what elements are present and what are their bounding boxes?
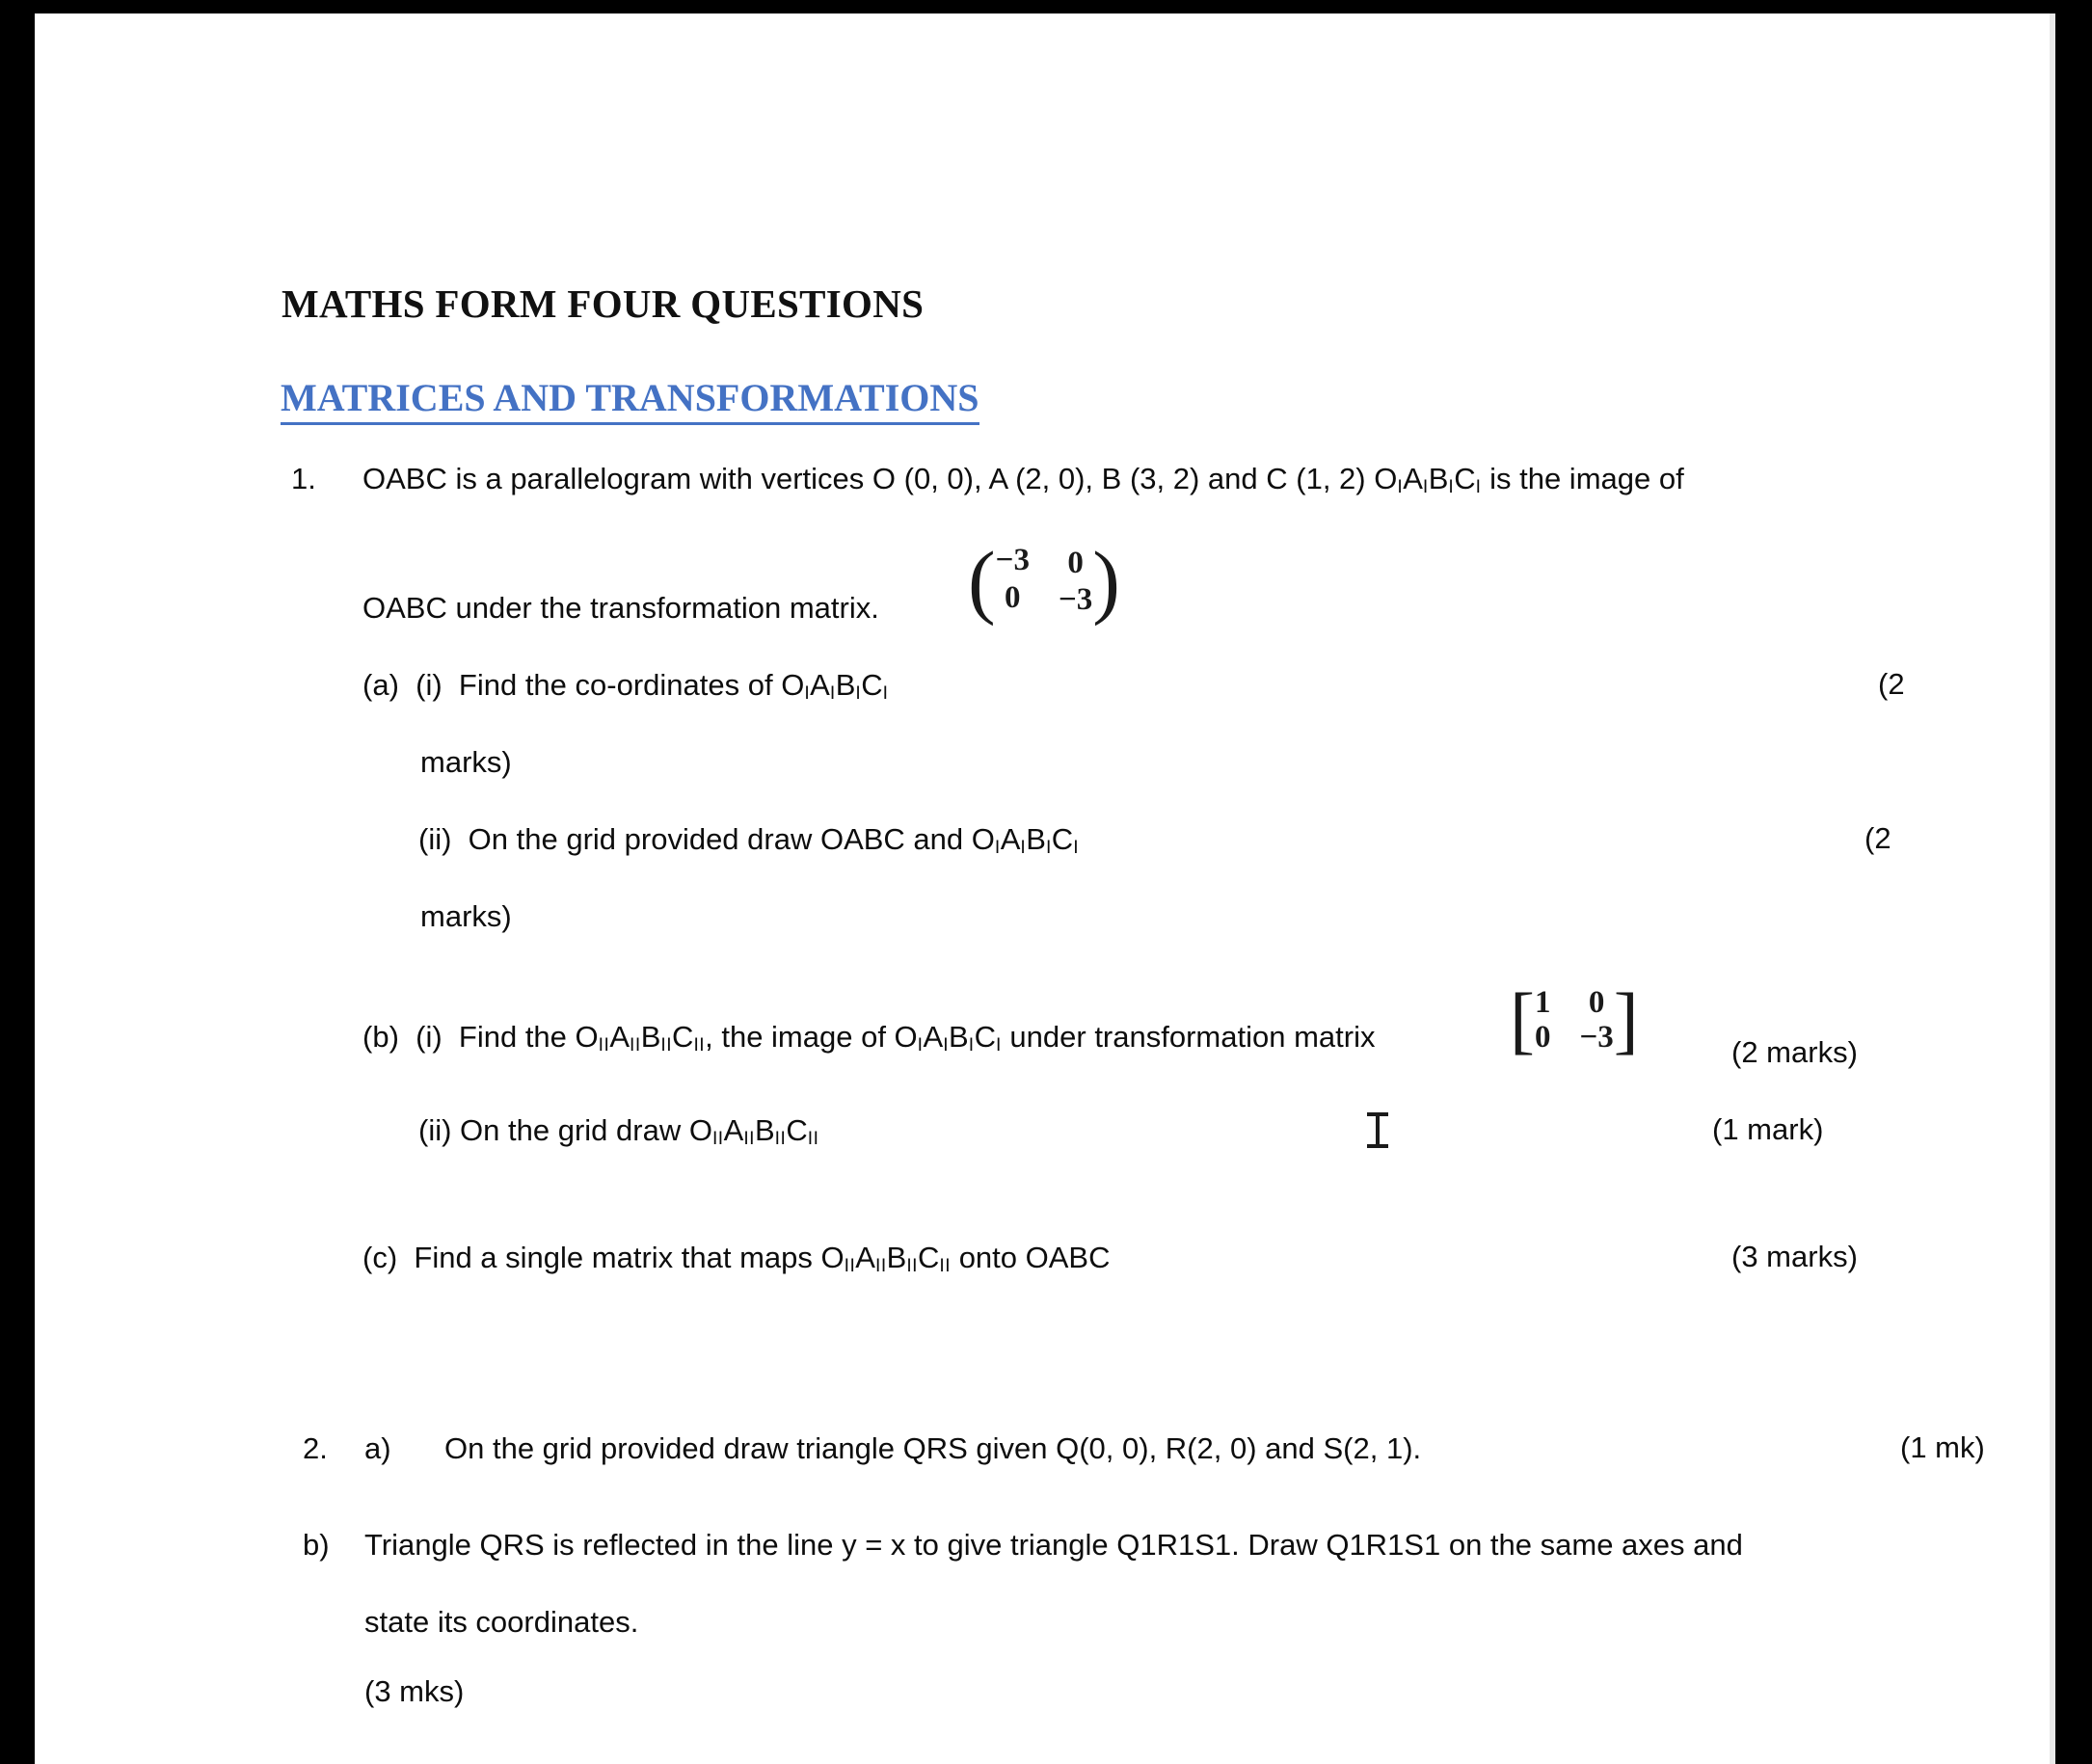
question-1-statement xyxy=(362,461,1684,506)
question-1a-ii-marks-continued: marks) xyxy=(420,899,512,933)
q1b-i-text-a: Find the O xyxy=(458,1020,599,1054)
question-1a-ii: (ii) On the grid provided draw OABC and $O_IA_IB_IC_I$ xyxy=(418,822,1080,859)
question-2b-marks: (3 mks) xyxy=(364,1674,465,1708)
q1b-ii-sub-4: II xyxy=(807,1129,819,1150)
q1b-i-sub-2: II xyxy=(630,1035,641,1056)
q1a-ii-sub-2: I xyxy=(1020,838,1027,859)
q1c-sub-2: II xyxy=(874,1256,887,1277)
question-2b-text-line2: state its coordinates. xyxy=(364,1605,639,1639)
q1a-ii-sub-1: I xyxy=(994,838,1001,859)
question-1b-ii: (ii) On the grid draw $O_{II}A_{II}B_{II}C_{II}$ xyxy=(418,1113,819,1150)
transformation-matrix-2 xyxy=(1510,977,1639,1061)
q1a-i-sub-2: I xyxy=(829,683,836,705)
q1a-i-text: Find the co-ordinates of O xyxy=(458,668,805,702)
q1-statement-tail: is the image of xyxy=(1481,462,1684,495)
question-1-number: 1. xyxy=(291,462,316,495)
matrix-2-cell-r1c0: 0 xyxy=(1534,1020,1551,1055)
q1b-i-sub-6: I xyxy=(943,1035,950,1056)
q1b-label: (b) xyxy=(362,1020,399,1054)
text-cursor-icon xyxy=(1367,1110,1388,1149)
q1b-i-sub-7: I xyxy=(968,1035,975,1056)
question-1a-ii-marks-open: (2 xyxy=(1864,821,1891,855)
q1b-ii-text: On the grid draw O xyxy=(460,1113,712,1147)
document-body xyxy=(35,13,2050,1764)
question-1b-i-marks: (2 marks) xyxy=(1731,1035,1858,1069)
question-2a-text: On the grid provided draw triangle QRS given Q(0, 0), R(2, 0) and S(2, 1). xyxy=(444,1431,1422,1465)
question-2-number: 2. xyxy=(303,1431,328,1465)
q1b-ii-sub-1: II xyxy=(711,1129,724,1150)
q1-sub-1: I xyxy=(1397,477,1404,498)
q1-sub-4: I xyxy=(1475,477,1482,498)
q1b-i-sub-8: I xyxy=(995,1035,1002,1056)
q1c-sub-4: II xyxy=(939,1256,952,1277)
q1-sub-3: I xyxy=(1448,477,1455,498)
matrix-2-right-bracket: ] xyxy=(1613,977,1639,1061)
q1-sub-2: I xyxy=(1422,477,1429,498)
question-2b-label: b) xyxy=(303,1528,330,1562)
q1b-ii-sub-2: II xyxy=(743,1129,755,1150)
q1a-label: (a) xyxy=(362,668,399,702)
q1b-i-sub-1: II xyxy=(598,1035,610,1056)
question-1-transformation-line: OABC under the transformation matrix. xyxy=(362,591,879,625)
q1a-i-sub-3: I xyxy=(855,683,862,705)
question-2a-marks: (1 mk) xyxy=(1900,1430,1985,1464)
document-page xyxy=(35,13,2055,1764)
q1-statement-part3: B xyxy=(1428,462,1449,495)
matrix-2-left-bracket: [ xyxy=(1510,977,1535,1061)
q1c-label: (c) xyxy=(362,1241,398,1274)
q1a-i-sub-1: I xyxy=(804,683,811,705)
q1-statement-part1: OABC is a parallelogram with vertices O (0, 0), A (2, 0), B (3, 2) and C (1, 2) O xyxy=(362,462,1398,495)
q1c-text-a: Find a single matrix that maps O xyxy=(414,1241,845,1274)
q1-statement-part2: A xyxy=(1403,462,1423,495)
question-1a-i: (a) (i) Find the co-ordinates of $O_IA_IB_IC_I$ xyxy=(362,668,889,705)
question-1c: (c) Find a single matrix that maps $O_{II}A_{II}B_{II}C_{II}$ onto OABC xyxy=(362,1241,1111,1277)
question-2a-label: a) xyxy=(364,1431,391,1465)
q1b-i-sub-5: I xyxy=(917,1035,924,1056)
q1b-i-label: (i) xyxy=(416,1020,443,1054)
q1a-ii-sub-4: I xyxy=(1073,838,1080,859)
matrix-1-right-paren: ) xyxy=(1092,534,1120,627)
question-1b-i: (b) (i) Find the $O_{II}A_{II}B_{II}C_{II}$, the image of $O_IA_IB_IC_I$ under transformation matrix xyxy=(362,1020,1376,1056)
question-1b-ii-marks: (1 mark) xyxy=(1712,1112,1824,1146)
q1-statement-part4: C xyxy=(1454,462,1476,495)
transformation-matrix-1 xyxy=(968,534,1120,627)
matrix-1-cells xyxy=(995,543,1093,617)
question-1a-i-marks-open: (2 xyxy=(1878,667,1905,701)
q1b-i-sub-4: II xyxy=(693,1035,706,1056)
question-1c-marks: (3 marks) xyxy=(1731,1240,1858,1273)
q1b-ii-label: (ii) xyxy=(418,1113,452,1147)
matrix-2-cell-r0c1: 0 xyxy=(1588,985,1605,1020)
matrix-2-cell-r0c0: 1 xyxy=(1534,985,1551,1020)
q1c-text-b: onto OABC xyxy=(951,1241,1111,1274)
section-heading: MATRICES AND TRANSFORMATIONS xyxy=(281,375,979,425)
q1b-i-sub-3: II xyxy=(660,1035,673,1056)
q1b-i-text-c: under transformation matrix xyxy=(1001,1020,1376,1054)
q1b-i-text-b: , the image of O xyxy=(705,1020,918,1054)
q1a-ii-text: On the grid provided draw OABC and O xyxy=(468,822,995,856)
q1a-i-sub-4: I xyxy=(882,683,889,705)
matrix-1-cell-r1c0: 0 xyxy=(1005,580,1021,615)
question-1a-i-marks-continued: marks) xyxy=(420,745,512,779)
matrix-1-cell-r0c1: 0 xyxy=(1067,546,1084,580)
matrix-2-cells xyxy=(1535,985,1614,1055)
q1a-ii-sub-3: I xyxy=(1045,838,1052,859)
q1a-i-label: (i) xyxy=(416,668,443,702)
q1c-sub-3: II xyxy=(906,1256,919,1277)
q1c-sub-1: II xyxy=(844,1256,856,1277)
matrix-1-cell-r1c1: −3 xyxy=(1058,582,1093,617)
q1b-ii-sub-3: II xyxy=(774,1129,787,1150)
cursor-cap-bottom xyxy=(1367,1144,1388,1148)
matrix-1-left-paren: ( xyxy=(968,534,996,627)
q1a-ii-label: (ii) xyxy=(418,822,452,856)
matrix-2-cell-r1c1: −3 xyxy=(1579,1020,1614,1055)
page-right-edge xyxy=(2050,13,2055,1764)
question-2b-text-line1: Triangle QRS is reflected in the line y = x to give triangle Q1R1S1. Draw Q1R1S1 on the same axes and xyxy=(364,1528,1743,1562)
cursor-stem xyxy=(1376,1113,1380,1146)
matrix-1-cell-r0c0: −3 xyxy=(995,543,1030,577)
page-title: MATHS FORM FOUR QUESTIONS xyxy=(282,281,925,326)
